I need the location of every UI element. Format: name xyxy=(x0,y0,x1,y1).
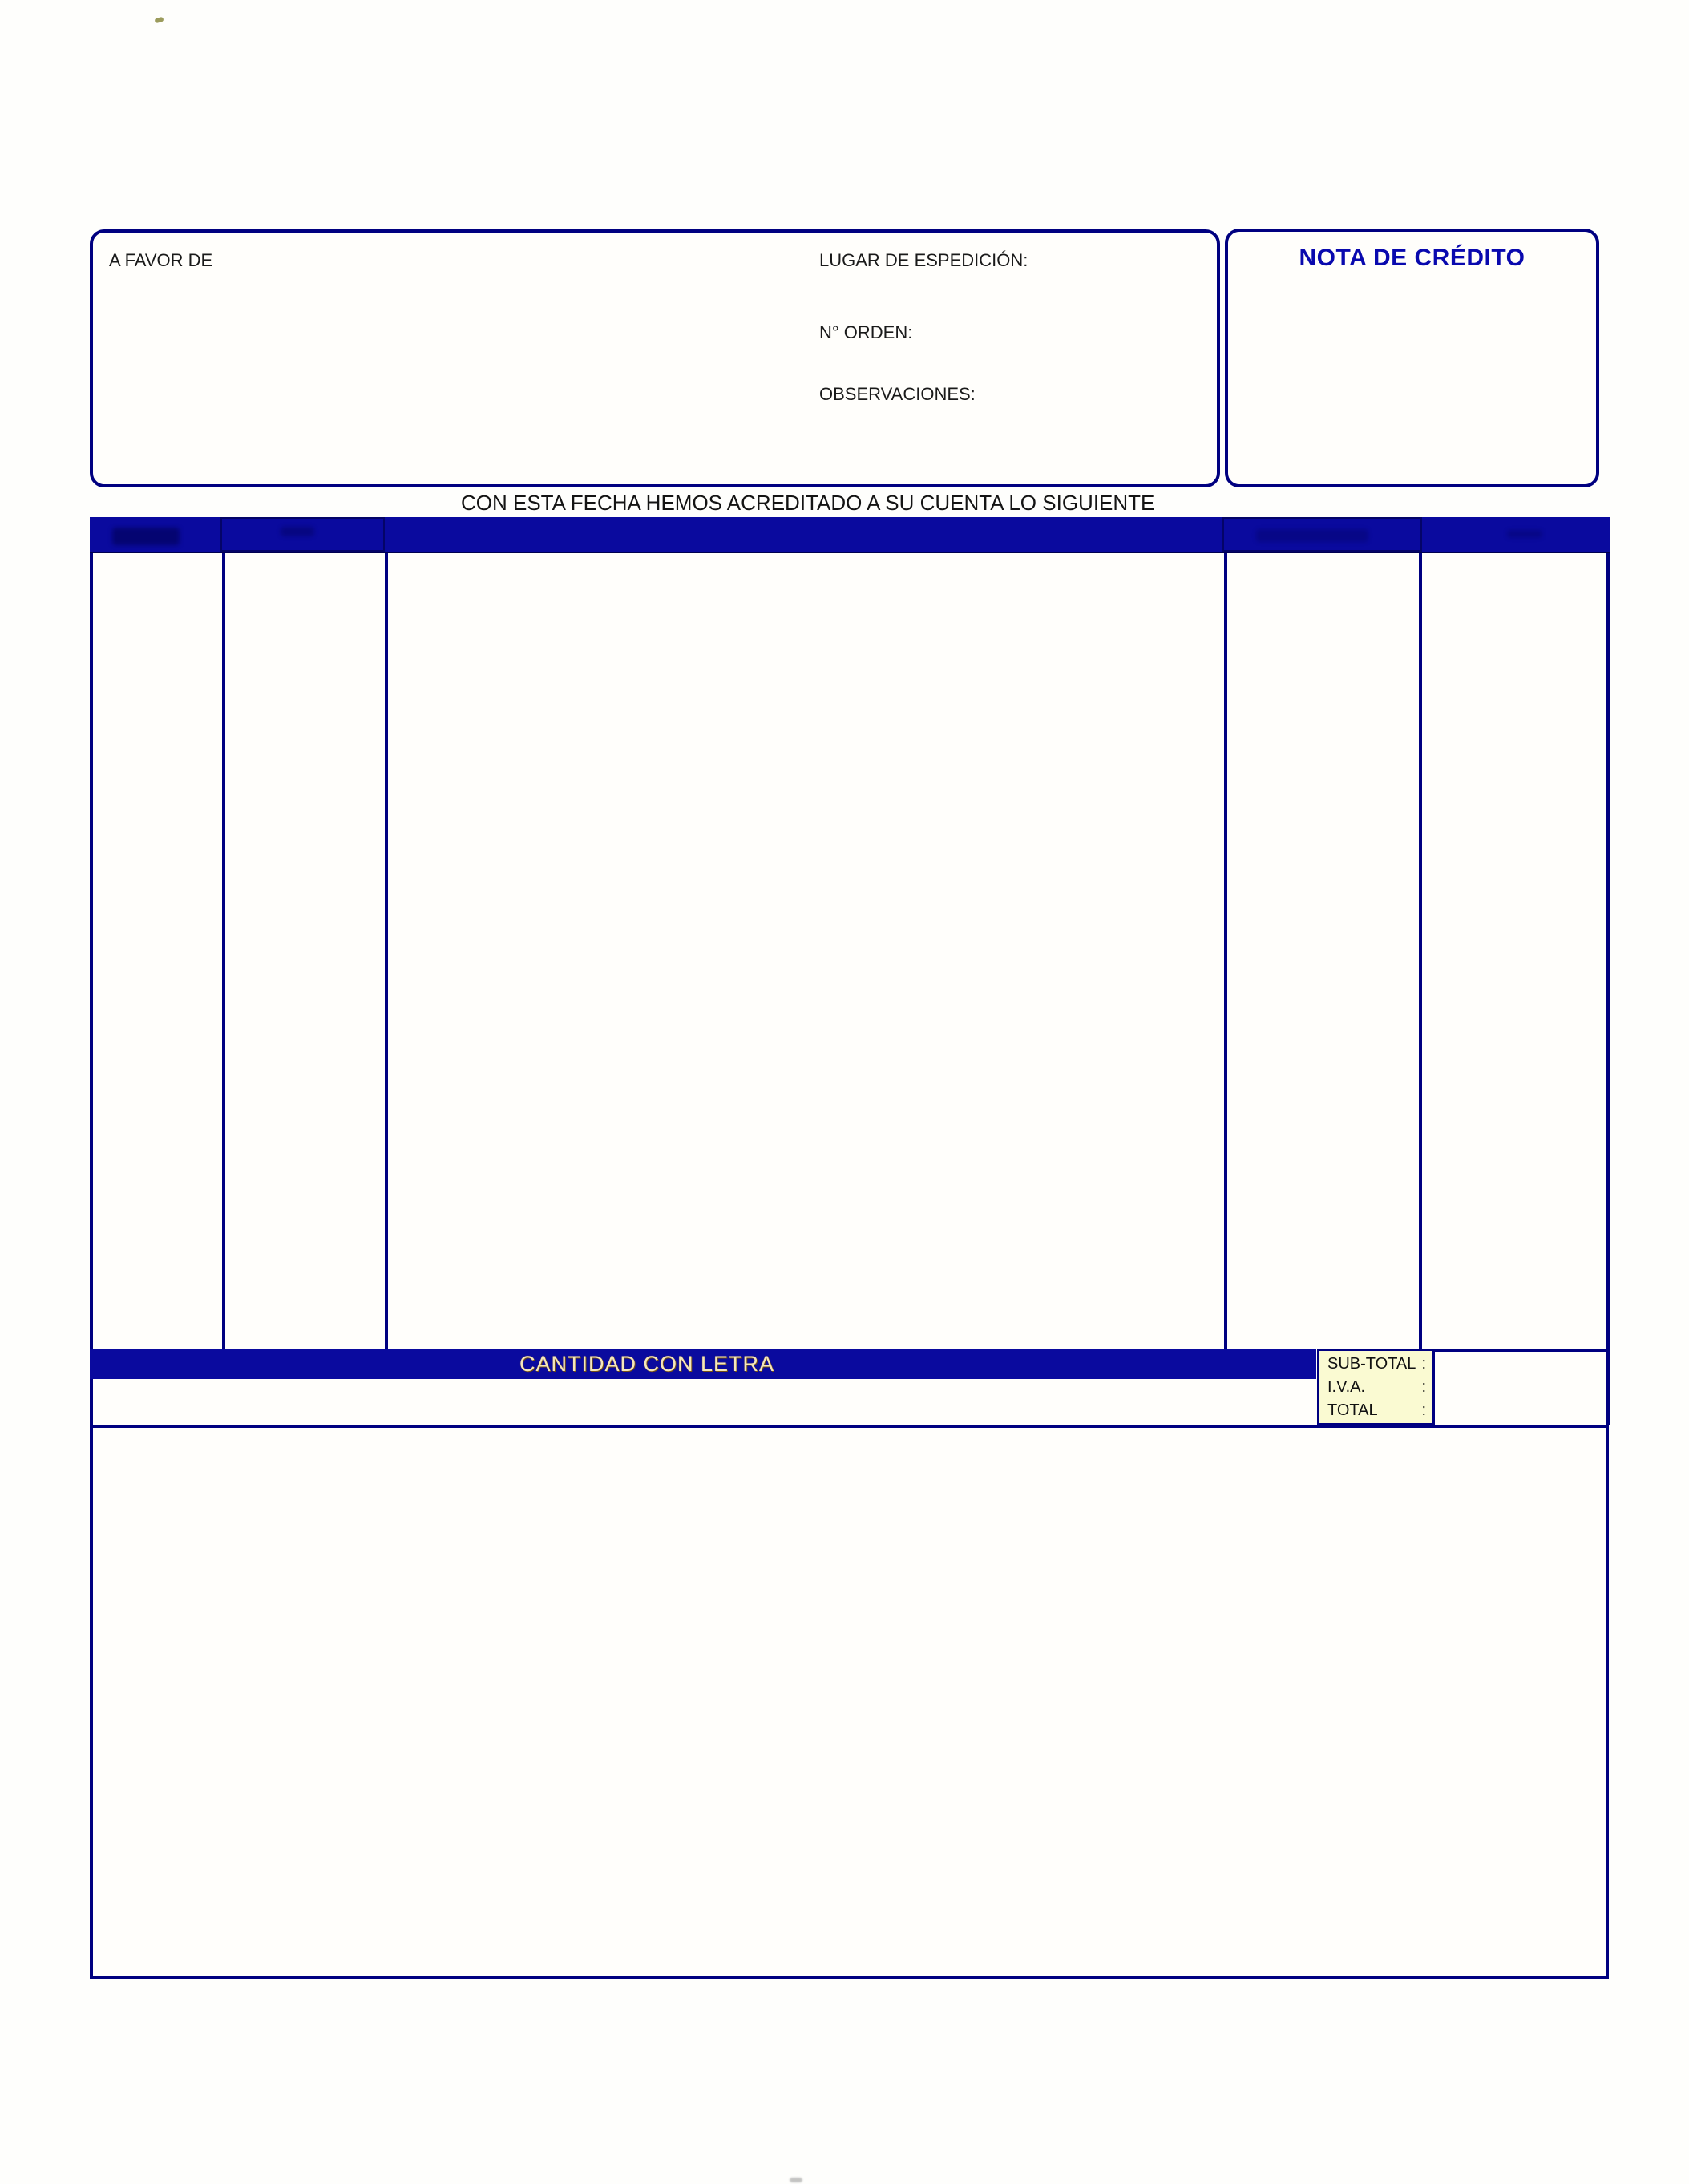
numero-orden-value-area[interactable] xyxy=(927,317,1207,350)
a-favor-de-value-area[interactable] xyxy=(109,274,798,475)
totals-values-area[interactable] xyxy=(1435,1349,1610,1425)
header-ghost-text-5 xyxy=(1507,530,1542,538)
scan-speck-top xyxy=(154,17,164,24)
items-column-1-cells[interactable] xyxy=(96,553,222,1349)
recipient-info-box xyxy=(90,229,1220,487)
column-divider xyxy=(385,553,388,1349)
scan-speck-bottom xyxy=(790,2178,802,2182)
observaciones-label: OBSERVACIONES: xyxy=(819,384,976,404)
column-divider xyxy=(1419,553,1422,1349)
lugar-de-espedicion-label: LUGAR DE ESPEDICIÓN: xyxy=(819,250,1028,270)
items-column-2-cells[interactable] xyxy=(225,553,385,1349)
page-title: NOTA DE CRÉDITO xyxy=(1299,245,1525,271)
amount-in-words-value-area[interactable] xyxy=(90,1379,1317,1425)
iva-row xyxy=(1327,1379,1426,1395)
subtotal-row xyxy=(1327,1356,1426,1372)
credit-note-number-area[interactable] xyxy=(1236,283,1589,475)
credit-note-title-box xyxy=(1225,229,1599,487)
subtotal-label: SUB-TOTAL xyxy=(1327,1355,1416,1373)
header-ghost-text-2 xyxy=(281,527,314,536)
total-row xyxy=(1327,1402,1426,1418)
observaciones-value-area[interactable] xyxy=(967,379,1207,475)
iva-label: I.V.A. xyxy=(1327,1377,1366,1396)
totals-labels-box xyxy=(1317,1349,1435,1426)
cantidad-con-letra-bar xyxy=(90,1349,1316,1379)
numero-orden-label: N° ORDEN: xyxy=(819,322,913,342)
header-ghost-text-1 xyxy=(112,528,180,545)
cantidad-con-letra-label: CANTIDAD CON LETRA xyxy=(519,1352,775,1376)
total-label: TOTAL xyxy=(1327,1401,1378,1419)
total-colon: : xyxy=(1421,1401,1426,1419)
column-divider xyxy=(222,553,225,1349)
header-ghost-text-4 xyxy=(1256,529,1368,542)
footer-notes-box[interactable] xyxy=(90,1425,1609,1979)
subtotal-colon: : xyxy=(1421,1355,1426,1373)
items-table-body xyxy=(90,553,1610,1349)
lugar-de-espedicion-value-area[interactable] xyxy=(1023,245,1207,277)
credited-statement-line: CON ESTA FECHA HEMOS ACREDITADO A SU CUENTA LO SIGUIENTE xyxy=(461,491,1155,515)
items-column-4-cells[interactable] xyxy=(1227,553,1419,1349)
iva-colon: : xyxy=(1421,1377,1426,1396)
items-table-header xyxy=(90,517,1610,553)
a-favor-de-label: A FAVOR DE xyxy=(109,250,213,270)
items-column-5-cells[interactable] xyxy=(1422,553,1610,1349)
column-divider xyxy=(1224,553,1227,1349)
items-column-3-cells[interactable] xyxy=(388,553,1224,1349)
